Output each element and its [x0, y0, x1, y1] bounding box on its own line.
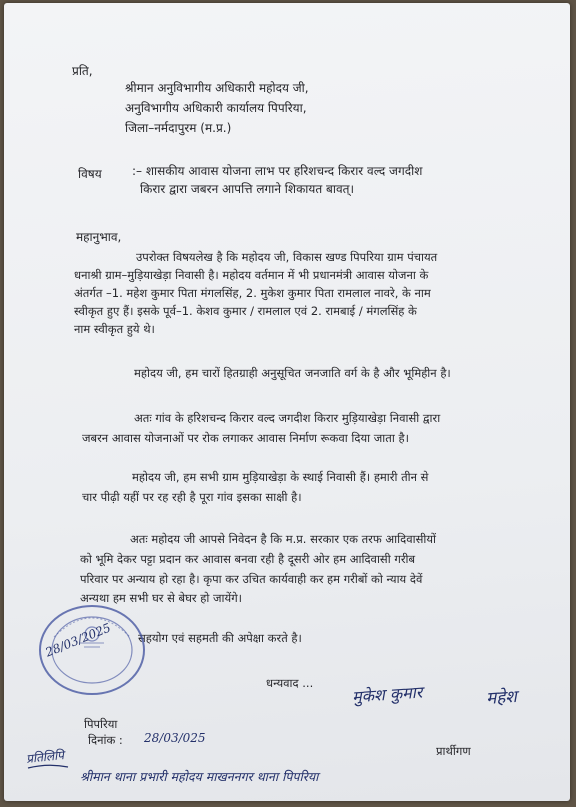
para1-line-3: अंतर्गत –1. महेश कुमार पिता मंगलसिंह, 2. मुकेश कुमार पिता रामलाल नावरे, के नाम — [74, 286, 431, 300]
para5-line-3: परिवार पर अन्याय हो रहा है। कृपा कर उचित कार्यवाही कर हम गरीबों को न्याय देवें — [80, 572, 423, 586]
para4-line-2: चार पीढ़ी यहीं पर रह रही है पूरा गांव इसका साक्षी है। — [82, 490, 302, 504]
para2: महोदय जी, हम चारों हितग्राही अनुसूचित जनजाति वर्ग के है और भूमिहीन है। — [134, 366, 451, 380]
stamp-handwritten-date: 28/03/2025 — [43, 620, 113, 660]
subject-label: विषय — [78, 167, 102, 181]
para3-line-2: जबरन आवास योजनाओं पर रोक लगाकर आवास निर्माण रूकवा दिया जाता है। — [82, 431, 409, 445]
thanks: धन्यवाद ... — [266, 676, 314, 690]
applicants-label: प्रार्थीगण — [436, 744, 471, 758]
addressee-line-1: श्रीमान अनुविभागीय अधिकारी महोदय जी, — [125, 81, 309, 95]
para5-line-1: अतः महोदय जी आपसे निवेदन है कि म.प्र. सरकार एक तरफ आदिवासीयों — [130, 532, 436, 546]
para1-line-1: उपरोक्त विषयलेख है कि महोदय जी, विकास खण्ड पिपरिया ग्राम पंचायत — [136, 250, 438, 264]
forward-note: श्रीमान थाना प्रभारी महोदय माखननगर थाना पिपरिया — [80, 769, 319, 784]
para1-line-5: नाम स्वीकृत हुये थे। — [74, 322, 155, 336]
date-value: 28/03/025 — [144, 731, 206, 745]
greeting: महानुभाव, — [76, 230, 122, 244]
para1-line-2: धनाश्री ग्राम–मुड़ियाखेड़ा निवासी है। महोदय वर्तमान में भी प्रधानमंत्री आवास योजना के — [74, 268, 429, 282]
place: पिपरिया — [84, 717, 118, 731]
forward-underline — [26, 763, 70, 771]
para3-line-1: अतः गांव के हरिशचन्द किरार वल्द जगदीश किरार मुड़ियाखेड़ा निवासी द्वारा — [134, 411, 441, 425]
forward-label: प्रतिलिपि — [25, 748, 65, 766]
para1-line-4: स्वीकृत हुए हैं। इसके पूर्व–1. केशव कुमार / रामलाल एवं 2. रामबाई / मंगलसिंह के — [74, 304, 417, 318]
addressee-line-3: जिला–नर्मदापुरम (म.प्र.) — [125, 121, 232, 135]
date-label: दिनांक : — [88, 733, 123, 747]
signature-2: महेश — [485, 686, 518, 710]
subject-line-1: :– शासकीय आवास योजना लाभ पर हरिशचन्द किरार वल्द जगदीश — [132, 164, 423, 178]
subject-line-2: किरार द्वारा जबरन आपत्ति लगाने शिकायत बावत्। — [140, 182, 355, 196]
signature-1: मुकेश कुमार — [351, 682, 423, 707]
salutation-to: प्रति, — [72, 64, 93, 78]
closing-line: सहयोग एवं सहमती की अपेक्षा करते है। — [138, 631, 302, 645]
para5-line-4: अन्यथा हम सभी घर से बेघर हो जायेंगे। — [80, 591, 243, 605]
para4-line-1: महोदय जी, हम सभी ग्राम मुड़ियाखेड़ा के स्थाई निवासी हैं। हमारी तीन से — [132, 470, 429, 484]
letter-page — [4, 3, 570, 801]
para5-line-2: को भूमि देकर पट्टा प्रदान कर आवास बनवा रही है दूसरी ओर हम आदिवासी गरीब — [80, 552, 416, 566]
addressee-line-2: अनुविभागीय अधिकारी कार्यालय पिपरिया, — [125, 101, 307, 115]
